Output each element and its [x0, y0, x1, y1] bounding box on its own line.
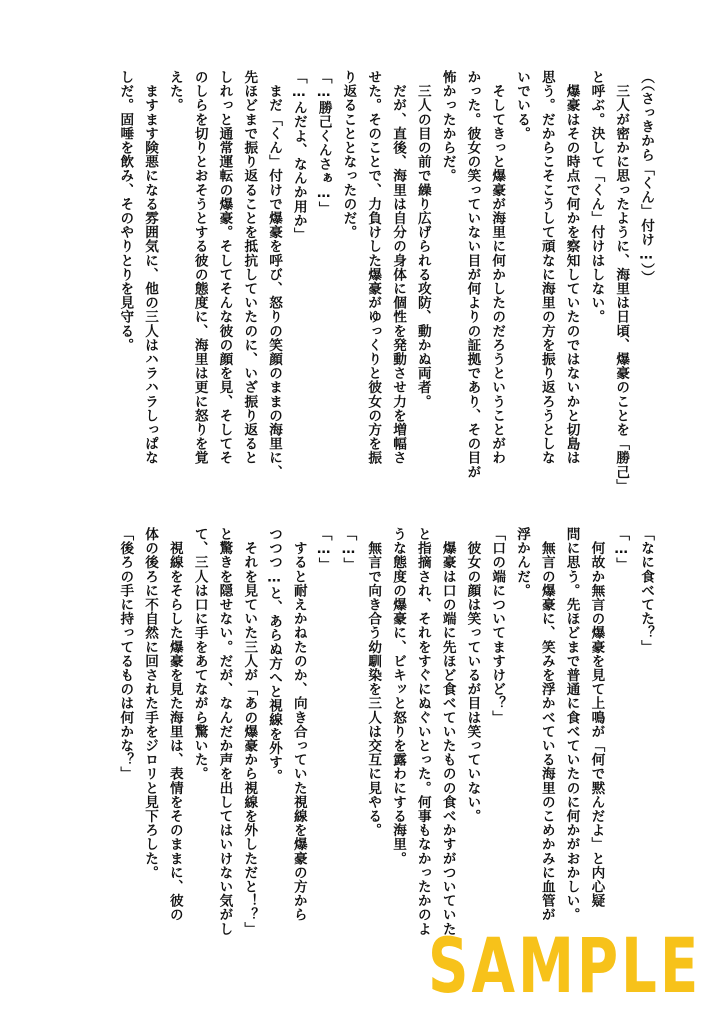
text-column: ますます険悪になる雰囲気に、他の三人はハラハラしっぱな — [142, 70, 159, 465]
text-column: 問に思う。先ほどまで普通に食べていたのに何かがおかしい。 — [563, 527, 580, 922]
text-column: しだ。固唾を飲み、そのやりとりを見守る。 — [117, 70, 134, 352]
text-column: つつつ…と、あらぬ方へと視線を外す。 — [266, 527, 283, 784]
text-column: 爆豪は口の端に先ほど食べていたものの食べかすがついていた — [439, 527, 456, 936]
text-column: と呼ぶ。決して「くん」付けはしない。 — [588, 70, 605, 324]
text-column: 三人が密かに思ったように、海里は日頃、爆豪のことを「勝己」 — [613, 70, 630, 493]
text-column: 「…勝己くんさぁ…」 — [315, 70, 332, 216]
text-column: 思う。だからこそこうして頑なに海里の方を振り返ろうとしな — [538, 70, 555, 465]
text-column: て、三人は口に手をあてながら驚いた。 — [191, 527, 208, 781]
text-column: しれっと通常運転の爆豪。そしてそんな彼の顔を見、そしてそ — [216, 70, 233, 465]
text-column: 怖かったからだ。 — [439, 70, 456, 183]
text-column: 何故か無言の爆豪を見て上鳴が「何で黙んだよ」と内心疑 — [588, 527, 605, 908]
text-column: まだ「くん」付けで爆豪を呼び、怒りの笑顔のままの海里に、 — [266, 70, 283, 479]
text-column: 「…んだよ、なんか用か」 — [290, 70, 307, 242]
text-column: 先ほどまで振り返ることを抵抗していたのに、いざ振り返ると — [241, 70, 258, 465]
sample-watermark: SAMPLE — [427, 921, 701, 1010]
text-column: 浮かんだ。 — [514, 527, 531, 598]
text-column: 視線をそらした爆豪を見た海里は、表情をそのままに、彼の — [166, 527, 183, 922]
text-block-bottom — [18, 527, 658, 967]
text-column: 三人の目の前で繰り広げられる攻防、動かぬ両者。 — [414, 70, 431, 409]
text-column: せた。そのことで、力負けした爆豪がゆっくりと彼女の方を振 — [365, 70, 382, 465]
text-column: 無言の爆豪に、笑みを浮かべている海里のこめかみに血管が — [538, 527, 555, 922]
text-column: えた。 — [166, 70, 183, 113]
text-column: 「後ろの手に持ってるものは何かな？」 — [117, 527, 134, 781]
text-column: 無言で向き合う幼馴染を三人は交互に見やる。 — [365, 527, 382, 838]
text-column: それを見ていた三人が「あの爆豪から視線を外しただと！？」 — [241, 527, 258, 936]
text-column: うな態度の爆豪に、ビキッと怒りを露わにする海里。 — [390, 527, 407, 866]
text-column: 「なに食べてた？」 — [638, 527, 654, 654]
text-column: 爆豪はその時点で何かを察知していたのではないかと切島は — [563, 70, 580, 465]
text-column: いでいる。 — [514, 70, 531, 141]
text-column: 「口の端についてますけど？」 — [489, 527, 506, 725]
text-column: 体の後ろに不自然に回された手をジロリと見下ろした。 — [142, 527, 159, 880]
text-column: り返ることとなったのだ。 — [340, 70, 357, 240]
text-column: そしてきっと爆豪が海里に何かしたのだろうということがわ — [489, 70, 506, 465]
text-column: すると耐えかねたのか、向き合っていた視線を爆豪の方から — [290, 527, 307, 922]
text-block-top — [18, 70, 658, 510]
text-column: だが、直後、海里は自分の身体に個性を発動させ力を増幅さ — [390, 70, 407, 465]
text-column: （（さっきから「くん」付け…）） — [638, 70, 654, 285]
text-column: 「…」 — [613, 527, 630, 572]
text-column: 彼女の顔は笑っているが目は笑っていない。 — [464, 527, 481, 824]
text-column: 「…」 — [340, 527, 357, 572]
text-column: と驚きを隠せない。だが、なんだか声を出してはいけない気がし — [216, 527, 233, 936]
text-column: かった。彼女の笑っていない目が何よりの証拠であり、その目が — [464, 70, 481, 479]
text-column: 「…」 — [315, 527, 332, 572]
text-column: と指摘され、それをすぐにぬぐいとった。何事もなかったかのよ — [414, 527, 431, 936]
text-column: のしらを切りとおそうとする彼の態度に、海里は更に怒りを覚 — [191, 70, 208, 465]
